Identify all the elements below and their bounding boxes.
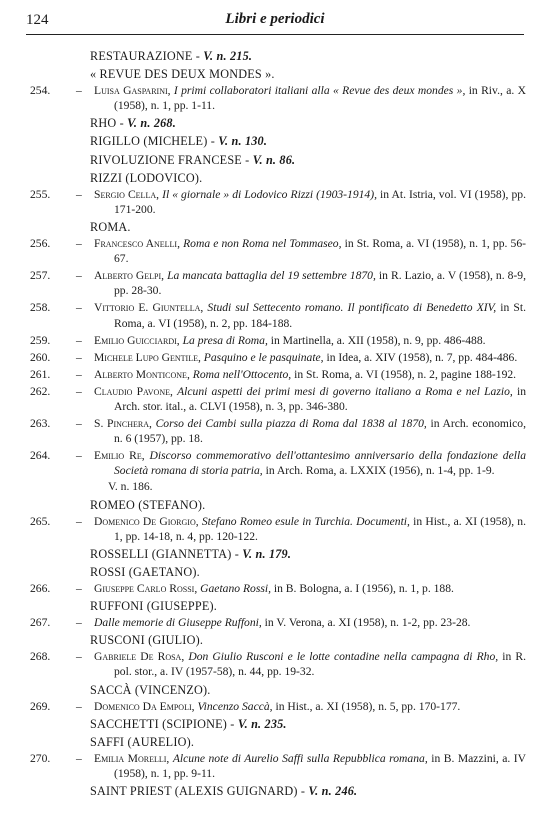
entry-author: Giuseppe Carlo Rossi, bbox=[94, 582, 198, 595]
entry-number: 264. bbox=[30, 449, 51, 463]
subject-heading bbox=[30, 498, 526, 513]
entry-cross-reference bbox=[30, 479, 526, 494]
entry-source: in V. Verona, a. XI (1958), n. 1-2, pp. 23-28. bbox=[264, 616, 471, 630]
subject-label: RIZZI (LODOVICO). bbox=[90, 170, 203, 185]
entry-dash: – bbox=[76, 582, 82, 595]
entry-source: in Hist., a. XI (1958), n. 5, pp. 170-177. bbox=[275, 699, 461, 713]
entry-dash: – bbox=[76, 699, 82, 713]
subject-label: RUSCONI (GIULIO). bbox=[90, 633, 204, 648]
entry-number: 256. bbox=[30, 237, 51, 251]
bibliography-entry bbox=[30, 300, 526, 330]
entry-dash: – bbox=[76, 650, 82, 664]
entry-author: S. Pinchera, bbox=[94, 417, 152, 431]
subject-heading bbox=[30, 547, 526, 562]
entry-author: Gabriele De Rosa, bbox=[94, 650, 185, 664]
entry-number: 260. bbox=[30, 350, 51, 364]
entry-author: Domenico Da Empoli, bbox=[94, 699, 195, 713]
entry-title: Dalle memorie di Giuseppe Ruffoni, bbox=[94, 616, 262, 630]
entry-title: Roma e non Roma nel Tommaseo, bbox=[183, 237, 342, 251]
page-number: 124 bbox=[26, 12, 49, 28]
entry-author: Alberto Gelpi, bbox=[94, 269, 165, 283]
subject-heading bbox=[30, 784, 526, 799]
entry-source: in St. Roma, a. VI (1958), n. 1, pp. 56-67. bbox=[114, 237, 526, 266]
entry-source: in B. Bologna, a. I (1956), n. 1, p. 188. bbox=[273, 582, 454, 595]
subject-heading bbox=[30, 633, 526, 648]
bibliography-entry bbox=[30, 187, 526, 217]
bibliography-entry bbox=[30, 350, 526, 365]
bibliography-entry bbox=[30, 333, 526, 348]
entry-source: in Hist., a. XI (1958), n. 1, pp. 14-18, n. 4, pp. 120-122. bbox=[114, 514, 527, 543]
entry-number: 261. bbox=[30, 367, 51, 381]
subject-label: RHO - bbox=[90, 116, 124, 131]
entry-title: La presa di Roma, bbox=[182, 333, 268, 347]
entry-title: Discorso commemorativo dell'ottantesimo anniversario della fondazione della Società romana di storia patria, bbox=[114, 449, 526, 478]
entry-dash: – bbox=[76, 237, 82, 251]
entry-number: 257. bbox=[30, 269, 51, 283]
entry-source: in B. Mazzini, a. IV (1958), n. 1, pp. 9-11. bbox=[114, 751, 526, 781]
entry-number: 259. bbox=[30, 333, 51, 347]
cross-reference: V. n. 130. bbox=[218, 134, 268, 149]
subject-label: ROMA. bbox=[90, 219, 131, 234]
subject-label: ROSSI (GAETANO). bbox=[90, 564, 200, 579]
subject-heading bbox=[30, 171, 526, 186]
entry-dash: – bbox=[76, 449, 82, 463]
bibliography-entry bbox=[30, 581, 526, 596]
entry-dash: – bbox=[76, 350, 82, 364]
entry-number: 262. bbox=[30, 384, 51, 398]
entry-number: 266. bbox=[30, 582, 51, 595]
entry-number: 267. bbox=[30, 616, 51, 630]
bibliography-entry bbox=[30, 751, 526, 781]
entry-number: 263. bbox=[30, 417, 51, 431]
entry-title: Gaetano Rossi, bbox=[200, 582, 271, 595]
entry-source: in Martinella, a. XII (1958), n. 9, pp. 486-488. bbox=[270, 333, 486, 347]
entry-title: I primi collaboratori italiani alla « Revue des deux mondes », bbox=[173, 84, 466, 98]
entry-title: Corso dei Cambi sulla piazza di Roma dal 1838 al 1870, bbox=[155, 417, 427, 431]
subject-label: RIGILLO (MICHELE) - bbox=[90, 134, 215, 149]
entry-dash: – bbox=[76, 417, 82, 431]
entry-number: 265. bbox=[30, 514, 51, 528]
subject-heading bbox=[30, 717, 526, 732]
entry-title: Il « giornale » di Lodovico Rizzi (1903-1914), bbox=[162, 187, 377, 201]
subject-label: « REVUE DES DEUX MONDES ». bbox=[90, 67, 275, 82]
entry-source: in R. pol. stor., a. IV (1957-58), n. 44, pp. 19-32. bbox=[114, 650, 527, 679]
subject-heading bbox=[30, 153, 526, 168]
subject-label: RESTAURAZIONE - bbox=[90, 49, 201, 63]
cross-reference: V. n. 246. bbox=[308, 784, 358, 799]
entry-source: in Arch. stor. ital., a. CLVI (1958), n. 3, pp. 346-380. bbox=[114, 384, 527, 413]
entry-title: La mancata battaglia del 19 settembre 1870, bbox=[167, 269, 376, 283]
entry-author: Alberto Monticone, bbox=[94, 367, 190, 381]
entry-dash: – bbox=[76, 301, 82, 315]
entry-author: Michele Lupo Gentile, bbox=[94, 350, 201, 364]
subject-heading bbox=[30, 134, 526, 149]
subject-label: RUFFONI (GIUSEPPE). bbox=[90, 599, 218, 614]
subject-heading bbox=[30, 49, 526, 64]
entry-dash: – bbox=[76, 333, 82, 347]
entry-source: in Idea, a. XIV (1958), n. 7, pp. 484-486. bbox=[326, 350, 518, 364]
bibliography-entry bbox=[30, 236, 526, 266]
entry-dash: – bbox=[76, 751, 82, 765]
entry-dash: – bbox=[76, 514, 82, 528]
entry-author: Emilio Re, bbox=[94, 449, 145, 463]
bibliography-entry bbox=[30, 448, 526, 478]
entry-source: in At. Istria, vol. VI (1958), pp. 171-200. bbox=[114, 187, 526, 216]
bibliography-entry bbox=[30, 416, 526, 446]
entry-author: Vittorio E. Giuntella, bbox=[94, 301, 204, 315]
entry-number: 268. bbox=[30, 650, 51, 664]
entry-author: Francesco Anelli, bbox=[94, 237, 180, 251]
entry-author: Sergio Cella, bbox=[94, 187, 160, 201]
bibliography-entry bbox=[30, 615, 526, 630]
bibliography-entry bbox=[30, 699, 526, 714]
running-title: Libri e periodici bbox=[225, 11, 325, 27]
bibliography-list bbox=[30, 46, 526, 800]
entry-title: Vincenzo Saccà, bbox=[197, 699, 273, 713]
subject-heading bbox=[30, 565, 526, 580]
cross-reference: V. n. 235. bbox=[237, 716, 287, 731]
subject-label: ROSSELLI (GIANNETTA) - bbox=[90, 546, 239, 561]
entry-author: Claudio Pavone, bbox=[94, 384, 173, 398]
entry-number: 255. bbox=[30, 187, 51, 201]
cross-reference: V. n. 86. bbox=[252, 152, 296, 167]
entry-dash: – bbox=[76, 269, 82, 283]
bibliography-entry bbox=[30, 514, 526, 544]
entry-author: Emilio Guicciardi, bbox=[94, 333, 180, 347]
entry-dash: – bbox=[76, 187, 82, 201]
cross-reference: V. n. 179. bbox=[242, 546, 292, 561]
entry-dash: – bbox=[76, 84, 82, 98]
subject-heading bbox=[30, 735, 526, 750]
entry-title: Alcune note di Aurelio Saffi sulla Repubblica romana, bbox=[172, 751, 428, 765]
entry-dash: – bbox=[76, 616, 82, 630]
entry-title: Alcuni aspetti dei primi mesi di governo italiano a Roma e nel Lazio, bbox=[177, 384, 513, 398]
entry-title: Don Giulio Rusconi e le lotte contadine nella campagna di Rho, bbox=[188, 650, 499, 664]
cross-reference: V. n. 186. bbox=[108, 480, 153, 494]
bibliography-entry bbox=[30, 83, 526, 113]
subject-heading bbox=[30, 116, 526, 131]
entry-author: Luisa Gasparini, bbox=[94, 84, 171, 98]
entry-number: 270. bbox=[30, 751, 51, 765]
bibliography-entry bbox=[30, 384, 526, 414]
subject-heading bbox=[30, 220, 526, 235]
entry-source: in Arch. economico, n. 6 (1957), pp. 18. bbox=[114, 417, 526, 446]
entry-author: Domenico De Giorgio, bbox=[94, 514, 199, 528]
page-header bbox=[26, 8, 524, 35]
entry-title: Stefano Romeo esule in Turchia. Documenti, bbox=[201, 514, 410, 528]
subject-label: SAFFI (AURELIO). bbox=[90, 734, 195, 749]
cross-reference: V. n. 215. bbox=[203, 49, 253, 63]
entry-dash: – bbox=[76, 367, 82, 381]
entry-number: 258. bbox=[30, 301, 51, 315]
subject-label: ROMEO (STEFANO). bbox=[90, 497, 206, 512]
entry-title: Pasquino e le pasquinate, bbox=[203, 350, 324, 364]
entry-author: Emilia Morelli, bbox=[94, 751, 170, 765]
subject-label: SACCHETTI (SCIPIONE) - bbox=[90, 716, 235, 731]
bibliography-entry bbox=[30, 649, 526, 679]
entry-number: 269. bbox=[30, 699, 51, 713]
entry-title: Studi sul Settecento romano. Il pontificato di Benedetto XIV, bbox=[207, 301, 497, 315]
subject-heading bbox=[30, 599, 526, 614]
subject-label: SACCÀ (VINCENZO). bbox=[90, 682, 211, 697]
subject-heading bbox=[30, 67, 526, 82]
entry-source: in Riv., a. X (1958), n. 1, pp. 1-11. bbox=[114, 84, 526, 113]
entry-source: in R. Lazio, a. V (1958), n. 8-9, pp. 28-30. bbox=[114, 269, 526, 298]
entry-number: 254. bbox=[30, 84, 51, 98]
subject-label: SAINT PRIEST (ALEXIS GUIGNARD) - bbox=[90, 784, 306, 799]
subject-heading bbox=[30, 683, 526, 698]
entry-source: in Arch. Roma, a. LXXIX (1956), n. 1-4, pp. 1-9. bbox=[265, 464, 495, 478]
entry-title: Roma nell'Ottocento, bbox=[192, 367, 292, 381]
bibliography-entry bbox=[30, 268, 526, 298]
entry-dash: – bbox=[76, 384, 82, 398]
entry-source: in St. Roma, a. VI (1958), n. 2, pp. 184-188. bbox=[114, 301, 526, 330]
cross-reference: V. n. 268. bbox=[127, 116, 176, 131]
entry-source: in St. Roma, a. VI (1958), n. 2, pagine 188-192. bbox=[294, 367, 517, 381]
bibliography-entry bbox=[30, 367, 526, 382]
subject-label: RIVOLUZIONE FRANCESE - bbox=[90, 152, 250, 167]
